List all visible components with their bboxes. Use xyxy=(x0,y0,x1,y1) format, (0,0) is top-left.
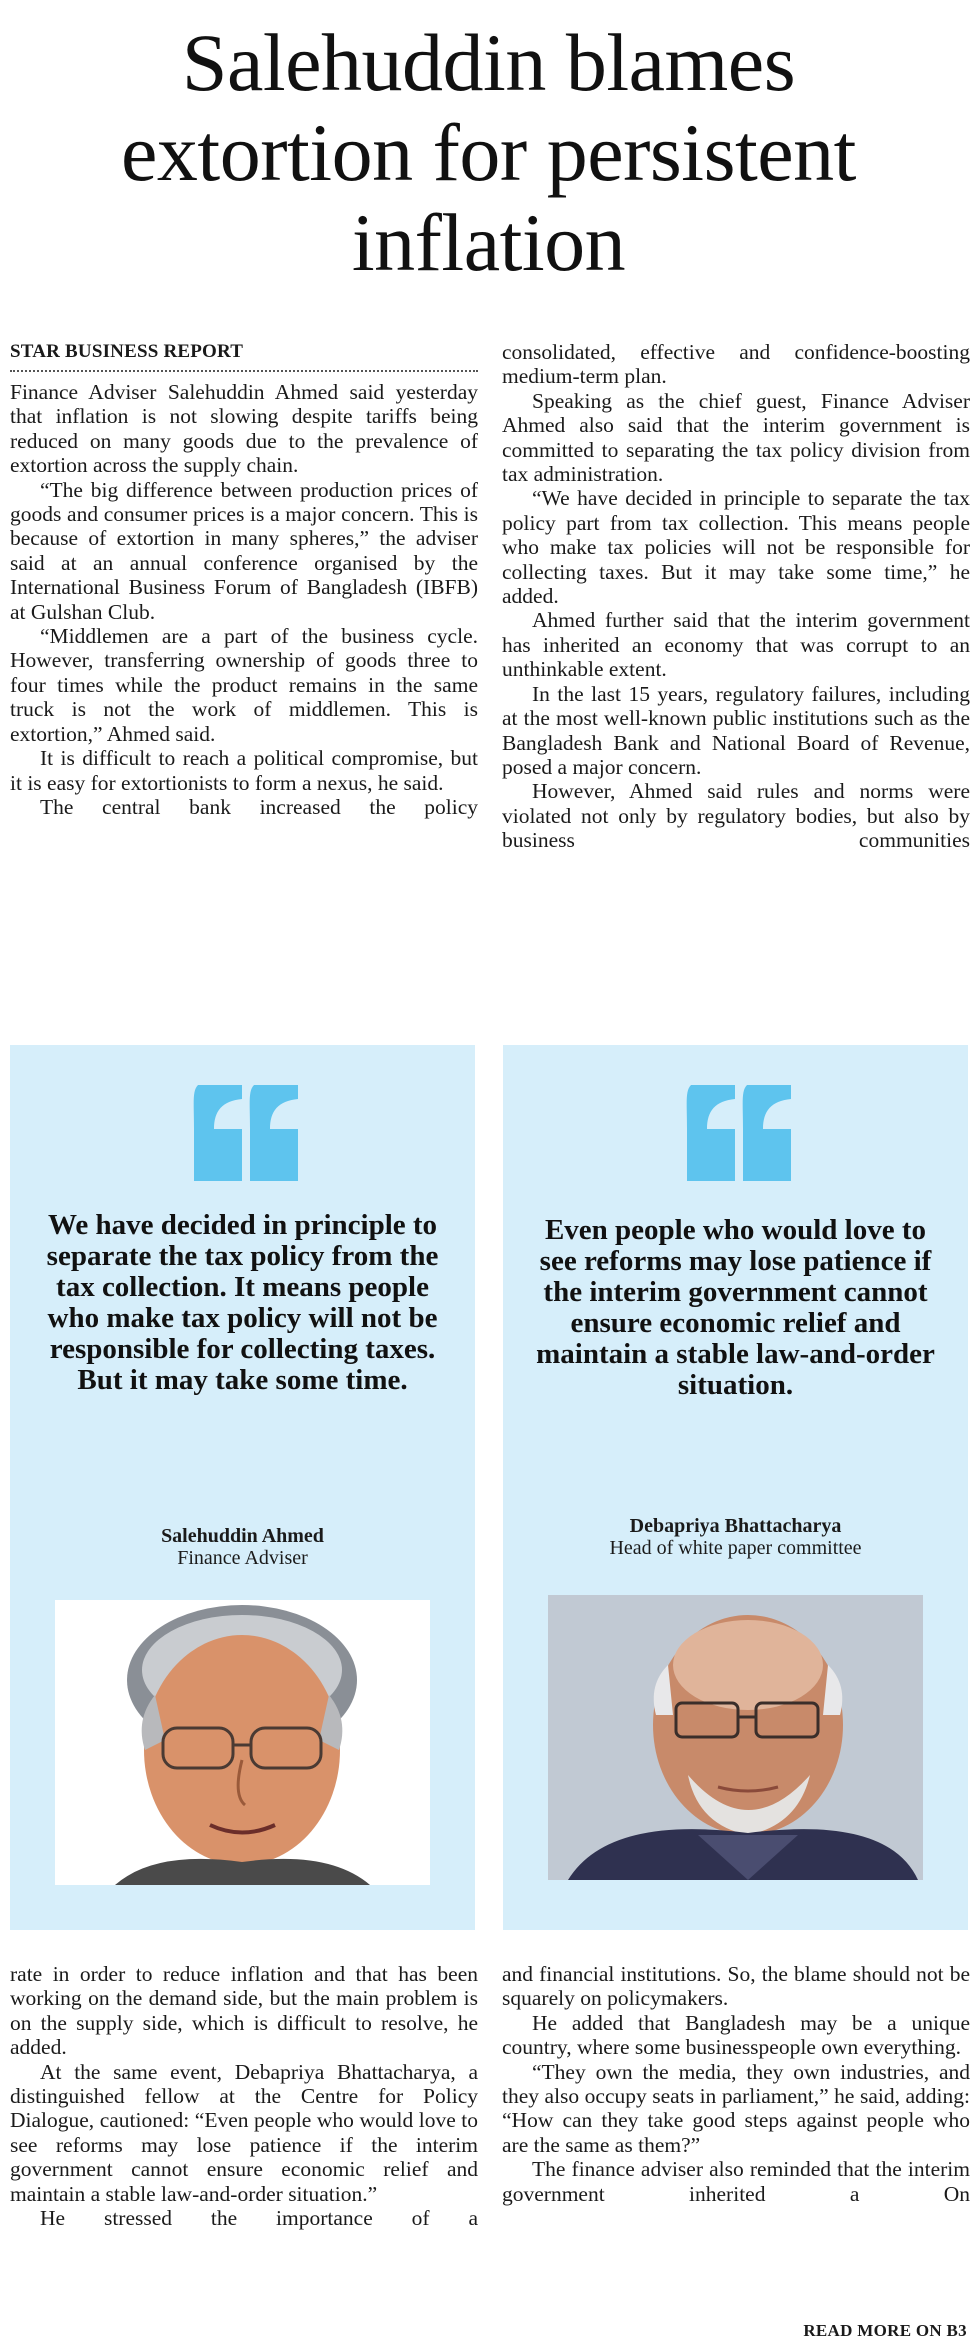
paragraph: At the same event, Debapriya Bhattacharya, a distinguished fellow at the Centre for Policy Dialogue, cautioned: “Even people who would love to see reforms may lose patience if the interim government cannot ensure economic relief and maintain a stable law-and-order situation.” xyxy=(10,2059,478,2206)
article-column-bottom-left xyxy=(10,1962,478,2337)
paragraph: However, Ahmed said rules and norms were violated not only by regulatory bodies, but also by business communities xyxy=(502,779,970,853)
paragraph: “They own the media, they own industries, and they also occupy seats in parliament,” he said, adding: “How can they take good steps against people who are the same as them?” xyxy=(502,2059,970,2157)
quote-attribution-role: Head of white paper committee xyxy=(609,1537,862,1559)
paragraph: “Middlemen are a part of the business cycle. However, transferring ownership of goods three to four times while the product remains in the same truck is not the work of middlemen. This is extortion,” Ahmed said. xyxy=(10,624,478,746)
pull-quote-box-salehuddin xyxy=(10,1045,475,1930)
paragraph: In the last 15 years, regulatory failures, including at the most well-known public institutions such as the Bangladesh Bank and National Board of Revenue, posed a major concern. xyxy=(502,681,970,779)
pull-quote-text: We have decided in principle to separate the tax policy from the tax collection. It means people who make tax policy will not be responsible for collecting taxes. But it may take some time. xyxy=(46,1209,439,1396)
paragraph: The central bank increased the policy xyxy=(40,794,478,819)
headline-line-2: extortion for persistent xyxy=(121,107,856,198)
article-column-top-left xyxy=(10,340,478,1010)
paragraph: He added that Bangladesh may be a unique country, where some businesspeople own everything. xyxy=(502,2010,970,2060)
paragraph: “The big difference between production prices of goods and consumer prices is a major concern. This is because of extortion in many spheres,” the adviser said at an annual conference organised by the International Business Forum of Bangladesh (IBFB) at Gulshan Club. xyxy=(10,477,478,624)
portrait-debapriya-bhattacharya xyxy=(548,1595,923,1880)
portrait-salehuddin-ahmed xyxy=(55,1600,430,1885)
article-column-bottom-right xyxy=(502,1962,970,2337)
quote-attribution-name: Salehuddin Ahmed xyxy=(161,1525,324,1547)
paragraph: and financial institutions. So, the blame should not be squarely on policymakers. xyxy=(502,1962,970,2011)
paragraph: He stressed the importance of a xyxy=(40,2206,478,2231)
pull-quote-text: Even people who would love to see reforms may lose patience if the interim government cannot ensure economic relief and maintain a stable law-and-order situation. xyxy=(536,1214,935,1401)
paragraph: The finance adviser also reminded that the interim government inherited a On xyxy=(502,2157,970,2206)
read-more-link[interactable]: READ MORE ON B3 xyxy=(803,2321,967,2340)
headline-line-3: inflation xyxy=(351,197,626,288)
paragraph: Ahmed further said that the interim government has inherited an economy that was corrupt to an unthinkable extent. xyxy=(502,608,970,682)
paragraph: It is difficult to reach a political compromise, but it is easy for extortionists to form a nexus, he said. xyxy=(10,746,478,795)
article-column-top-right xyxy=(502,340,970,1010)
paragraph: consolidated, effective and confidence-boosting medium-term plan. xyxy=(502,340,970,389)
quote-attribution-role: Finance Adviser xyxy=(177,1547,308,1569)
quote-attribution-name: Debapriya Bhattacharya xyxy=(629,1515,842,1537)
paragraph: “We have decided in principle to separate the tax policy part from tax collection. This means people who make tax policies will not be responsible for collecting taxes. But it may take some time,” he added. xyxy=(502,486,970,609)
paragraph: Speaking as the chief guest, Finance Adviser Ahmed also said that the interim government is committed to separating the tax policy division from tax administration. xyxy=(502,388,970,487)
paragraph: rate in order to reduce inflation and that has been working on the demand side, but the main problem is on the supply side, which is difficult to resolve, he added. xyxy=(10,1962,478,2060)
pull-quote-box-debapriya xyxy=(503,1045,968,1930)
paragraph: Finance Adviser Salehuddin Ahmed said yesterday that inflation is not slowing despite tariffs being reduced on many goods due to the prevalence of extortion across the supply chain. xyxy=(10,380,478,478)
byline: STAR BUSINESS REPORT xyxy=(10,340,478,372)
quote-mark-icon xyxy=(10,1085,475,1195)
quote-mark-icon xyxy=(503,1085,968,1195)
headline-line-1: Salehuddin blames xyxy=(181,17,796,108)
headline xyxy=(0,18,977,288)
